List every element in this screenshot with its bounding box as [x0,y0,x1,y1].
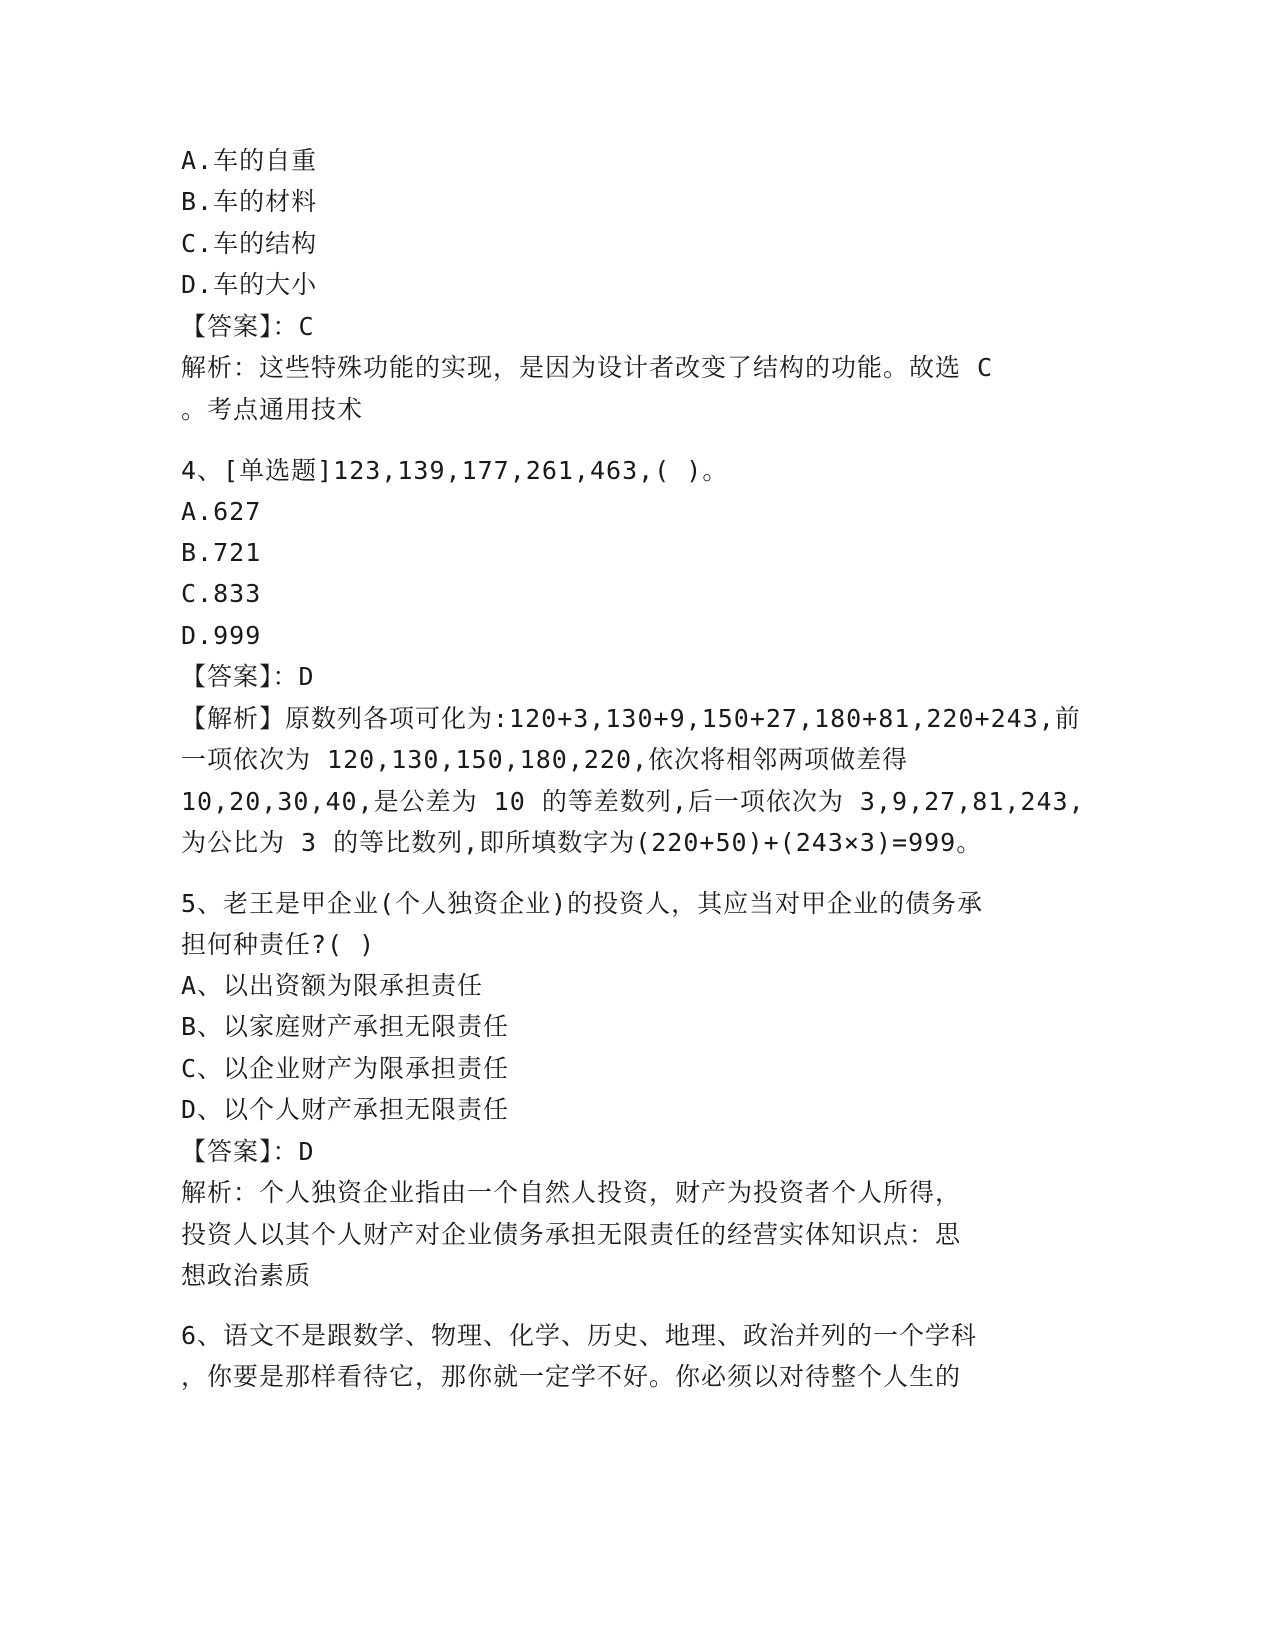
option-b: B.车的材料 [181,187,318,216]
question-6-cont: ，你要是那样看待它，那你就一定学不好。你必须以对待整个人生的 [181,1362,962,1391]
option-d: D.999 [181,621,262,650]
explanation-line: 解析：个人独资企业指由一个自然人投资，财产为投资者个人所得， [181,1178,962,1207]
question-5-cont: 担何种责任?( ) [181,930,376,959]
option-b: B、以家庭财产承担无限责任 [181,1012,510,1041]
question-5: 5、老王是甲企业(个人独资企业)的投资人，其应当对甲企业的债务承 [181,889,984,918]
option-c: C.车的结构 [181,229,318,258]
explanation-line: 。考点通用技术 [181,395,364,424]
explanation-line: 一项依次为 120,130,150,180,220,依次将相邻两项做差得 [181,745,909,774]
option-a: A.车的自重 [181,146,318,175]
answer: 【答案】：D [181,1137,315,1166]
explanation-line: 投资人以其个人财产对企业债务承担无限责任的经营实体知识点：思 [181,1220,962,1249]
option-d: D.车的大小 [181,270,318,299]
option-a: A、以出资额为限承担责任 [181,971,484,1000]
option-c: C、以企业财产为限承担责任 [181,1054,510,1083]
answer: 【答案】：D [181,662,315,691]
explanation-line: 想政治素质 [181,1261,312,1290]
option-c: C.833 [181,579,262,608]
explanation-line: 解析：这些特殊功能的实现，是因为设计者改变了结构的功能。故选 C [181,353,994,382]
explanation-line: 10,20,30,40,是公差为 10 的等差数列,后一项依次为 3,9,27,81,243, [181,787,1085,816]
answer: 【答案】：C [181,312,315,341]
question-6: 6、语文不是跟数学、物理、化学、历史、地理、政治并列的一个学科 [181,1321,978,1350]
explanation-line: 【解析】原数列各项可化为:120+3,130+9,150+27,180+81,220+243,前 [181,704,1081,733]
question-4: 4、[单选题]123,139,177,261,463,( )。 [181,456,729,485]
option-d: D、以个人财产承担无限责任 [181,1095,510,1124]
option-b: B.721 [181,538,262,567]
option-a: A.627 [181,497,262,526]
explanation-line: 为公比为 3 的等比数列,即所填数字为(220+50)+(243×3)=999。 [181,828,983,857]
